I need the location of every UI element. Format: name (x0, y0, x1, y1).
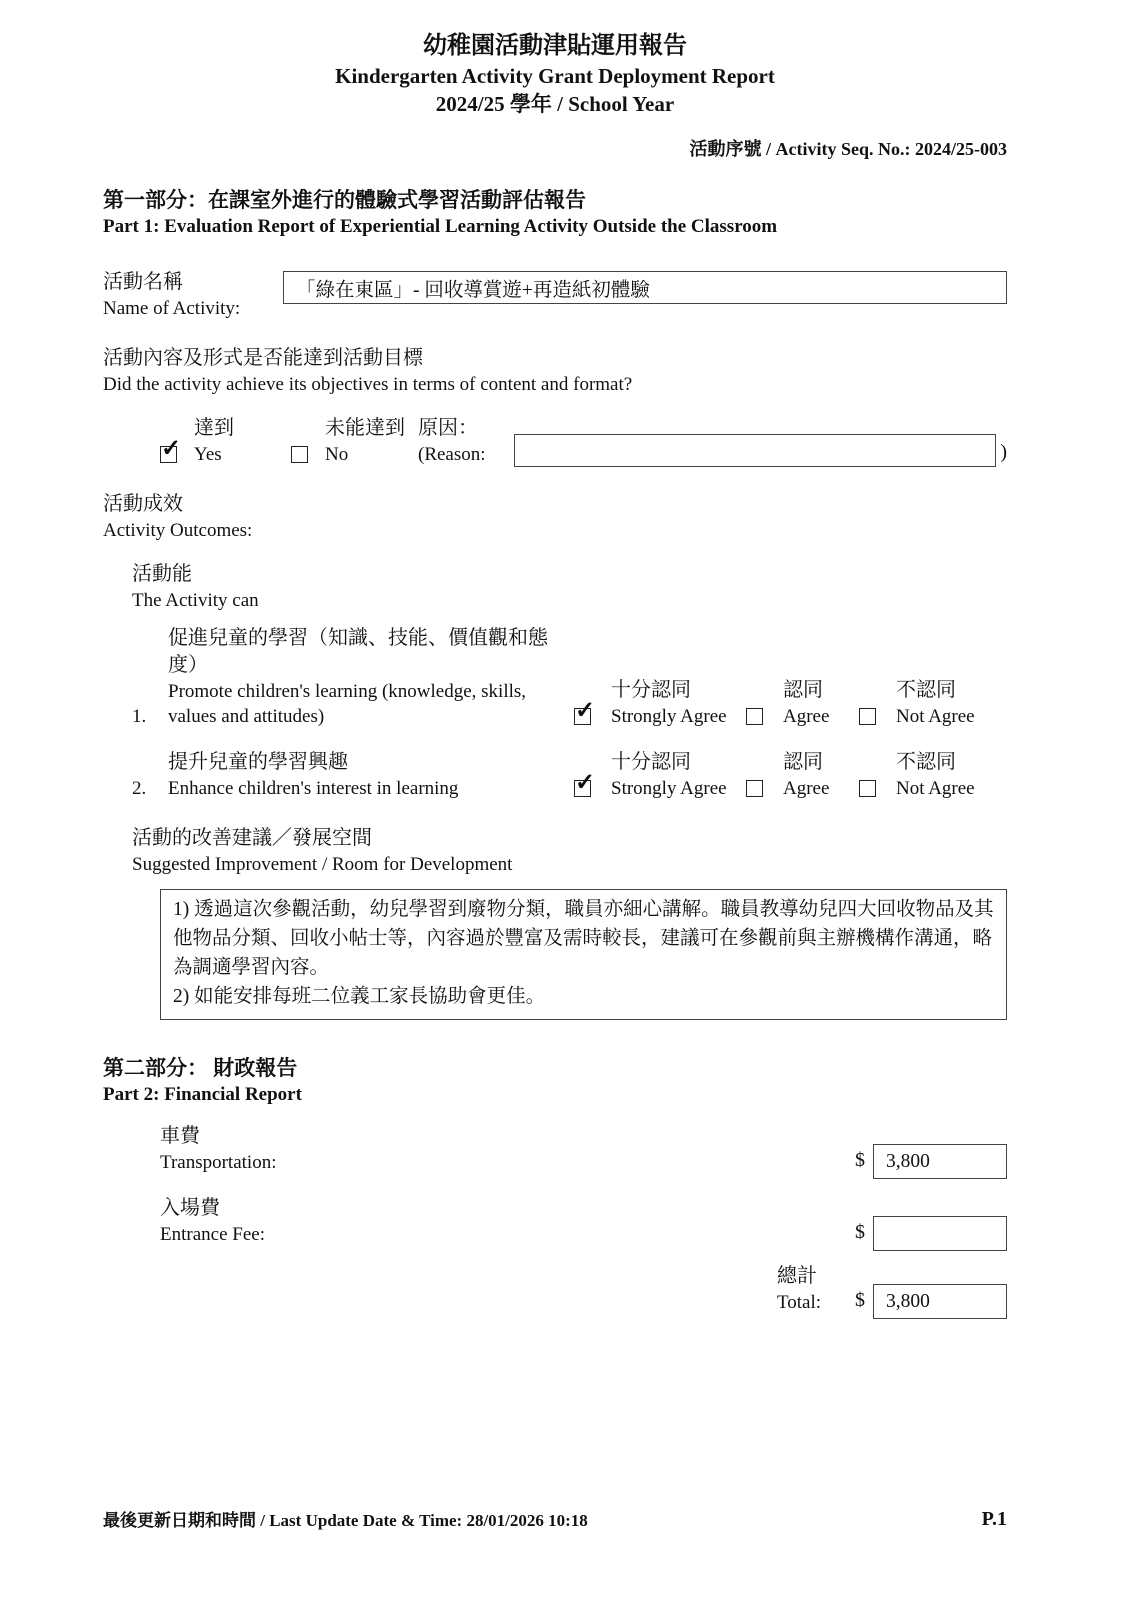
outcome-1-desc (168, 625, 574, 729)
total-label (777, 1263, 855, 1315)
no-checkbox[interactable] (291, 446, 308, 463)
outcomes-subheading-zh: 活動能 (132, 563, 192, 585)
activity-name-label-en: Name of Activity: (103, 298, 241, 319)
outcome-1-desc-zh: 促進兒童的學習（知識、技能、價值觀和態度） (168, 627, 548, 676)
transportation-row (160, 1123, 1007, 1175)
strongly-agree-label-en: Strongly Agree (611, 778, 727, 799)
agree-label-zh: 認同 (783, 679, 823, 701)
school-year: 2024/25 學年 / School Year (435, 92, 675, 116)
improvement-heading-en: Suggested Improvement / Room for Development (132, 854, 513, 875)
transportation-label-zh: 車費 (160, 1125, 200, 1147)
outcome-2-agree-checkbox[interactable] (746, 780, 763, 797)
yes-label-zh: 達到 (194, 417, 234, 439)
no-label-zh: 未能達到 (325, 417, 405, 439)
reason-label (418, 415, 514, 467)
no-label-en: No (325, 444, 349, 465)
strongly-agree-label-zh: 十分認同 (611, 751, 691, 773)
total-amount-input[interactable]: 3,800 (873, 1284, 1007, 1319)
objective-question-en: Did the activity achieve its objectives in terms of content and format? (103, 374, 633, 395)
improvement-line-1: 1) 透過這次參觀活動，幼兒學習到廢物分類，職員亦細心講解。職員教導幼兒四大回收物品及其他物品分類、回收小帖士等，內容過於豐富及需時較長，建議可在參觀前與主辦機構作溝通，略為調適學習內容。 (173, 899, 994, 978)
entrance-fee-amount-input[interactable] (873, 1216, 1007, 1251)
outcome-2-strongly-agree-checkbox[interactable] (574, 780, 591, 797)
part2-heading (103, 1054, 1007, 1107)
objective-question-zh: 活動內容及形式是否能達到活動目標 (103, 347, 423, 369)
strongly-agree-label-en: Strongly Agree (611, 706, 727, 727)
page-number: P.1 (981, 1508, 1007, 1530)
yes-label-en: Yes (194, 444, 222, 465)
entrance-fee-row (160, 1195, 1007, 1247)
report-title-en: Kindergarten Activity Grant Deployment Report (335, 64, 775, 88)
part2-heading-en: Part 2: Financial Report (103, 1084, 302, 1105)
report-title-zh: 幼稚園活動津貼運用報告 (423, 33, 687, 59)
option-no[interactable] (291, 415, 418, 467)
reason-label-en: (Reason: (418, 444, 486, 465)
part1-heading-en: Part 1: Evaluation Report of Experiential Learning Activity Outside the Classroom (103, 216, 778, 237)
outcomes-heading-zh: 活動成效 (103, 493, 183, 515)
outcome-1-not-agree[interactable] (859, 677, 1007, 729)
outcome-2-not-agree-checkbox[interactable] (859, 780, 876, 797)
total-row (160, 1263, 1007, 1315)
improvement-heading-zh: 活動的改善建議／發展空間 (132, 827, 372, 849)
total-label-zh: 總計 (777, 1265, 817, 1287)
dollar-sign: $ (855, 1289, 865, 1311)
outcome-2-number: 2. (132, 778, 147, 799)
outcome-2-desc-en: Enhance children's interest in learning (168, 778, 459, 799)
outcome-1-strongly-agree-checkbox[interactable] (574, 708, 591, 725)
transportation-amount-input[interactable]: 3,800 (873, 1144, 1007, 1179)
outcome-1-not-agree-checkbox[interactable] (859, 708, 876, 725)
reason-label-zh: 原因： (418, 417, 478, 439)
dollar-sign: $ (855, 1221, 865, 1243)
outcome-1-number: 1. (132, 706, 147, 727)
outcome-item-2 (132, 749, 1007, 801)
activity-name-label (103, 269, 283, 321)
part1-heading-zh: 第一部分：在課室外進行的體驗式學習活動評估報告 (103, 188, 586, 212)
part2-heading-zh: 第二部分： 財政報告 (103, 1056, 298, 1080)
part1-heading (103, 186, 1007, 239)
entrance-fee-label-zh: 入場費 (160, 1197, 220, 1219)
activity-name-input[interactable]: 「綠在東區」- 回收導賞遊+再造紙初體驗 (283, 271, 1007, 304)
outcome-2-strongly-agree[interactable] (574, 749, 746, 801)
total-label-en: Total: (777, 1292, 822, 1313)
transportation-label (160, 1123, 855, 1175)
entrance-fee-label-en: Entrance Fee: (160, 1224, 265, 1245)
option-yes[interactable] (160, 415, 291, 467)
outcome-2-desc (168, 749, 574, 801)
transportation-label-en: Transportation: (160, 1152, 277, 1173)
outcome-2-agree[interactable] (746, 749, 859, 801)
page-footer (103, 1506, 1007, 1531)
activity-name-row (103, 269, 1007, 321)
outcome-1-strongly-agree[interactable] (574, 677, 746, 729)
reason-close-paren: ) (1000, 441, 1007, 463)
entrance-fee-label (160, 1195, 855, 1247)
activity-name-label-zh: 活動名稱 (103, 271, 183, 293)
not-agree-label-en: Not Agree (896, 778, 975, 799)
outcomes-subheading (132, 561, 1007, 613)
strongly-agree-label-zh: 十分認同 (611, 679, 691, 701)
dollar-sign: $ (855, 1149, 865, 1171)
reason-field-wrap (514, 434, 1007, 467)
not-agree-label-en: Not Agree (896, 706, 975, 727)
outcome-2-rating (574, 749, 1007, 801)
improvement-line-2: 2) 如能安排每班二位義工家長協助會更佳。 (173, 986, 546, 1007)
not-agree-label-zh: 不認同 (896, 679, 956, 701)
outcomes-heading (103, 491, 1007, 543)
outcomes-subheading-en: The Activity can (132, 590, 259, 611)
outcome-1-agree-checkbox[interactable] (746, 708, 763, 725)
outcome-1-agree[interactable] (746, 677, 859, 729)
last-update-timestamp: 最後更新日期和時間 / Last Update Date & Time: 28/01/2026 10:18 (103, 1511, 588, 1530)
objective-answer-row (160, 415, 1007, 467)
improvement-heading (132, 825, 1007, 877)
outcome-item-1 (132, 625, 1007, 729)
yes-checkbox[interactable] (160, 446, 177, 463)
outcome-2-desc-zh: 提升兒童的學習興趣 (168, 751, 348, 773)
improvement-textarea[interactable] (160, 889, 1007, 1020)
reason-input[interactable] (514, 434, 996, 467)
outcomes-heading-en: Activity Outcomes: (103, 520, 253, 541)
outcome-2-not-agree[interactable] (859, 749, 1007, 801)
outcome-1-rating (574, 677, 1007, 729)
objective-question (103, 345, 1007, 397)
agree-label-en: Agree (783, 778, 830, 799)
not-agree-label-zh: 不認同 (896, 751, 956, 773)
agree-label-en: Agree (783, 706, 830, 727)
outcome-1-desc-en: Promote children's learning (knowledge, skills, values and attitudes) (168, 681, 527, 727)
activity-seq-no: 活動序號 / Activity Seq. No.: 2024/25-003 (689, 139, 1007, 159)
agree-label-zh: 認同 (783, 751, 823, 773)
